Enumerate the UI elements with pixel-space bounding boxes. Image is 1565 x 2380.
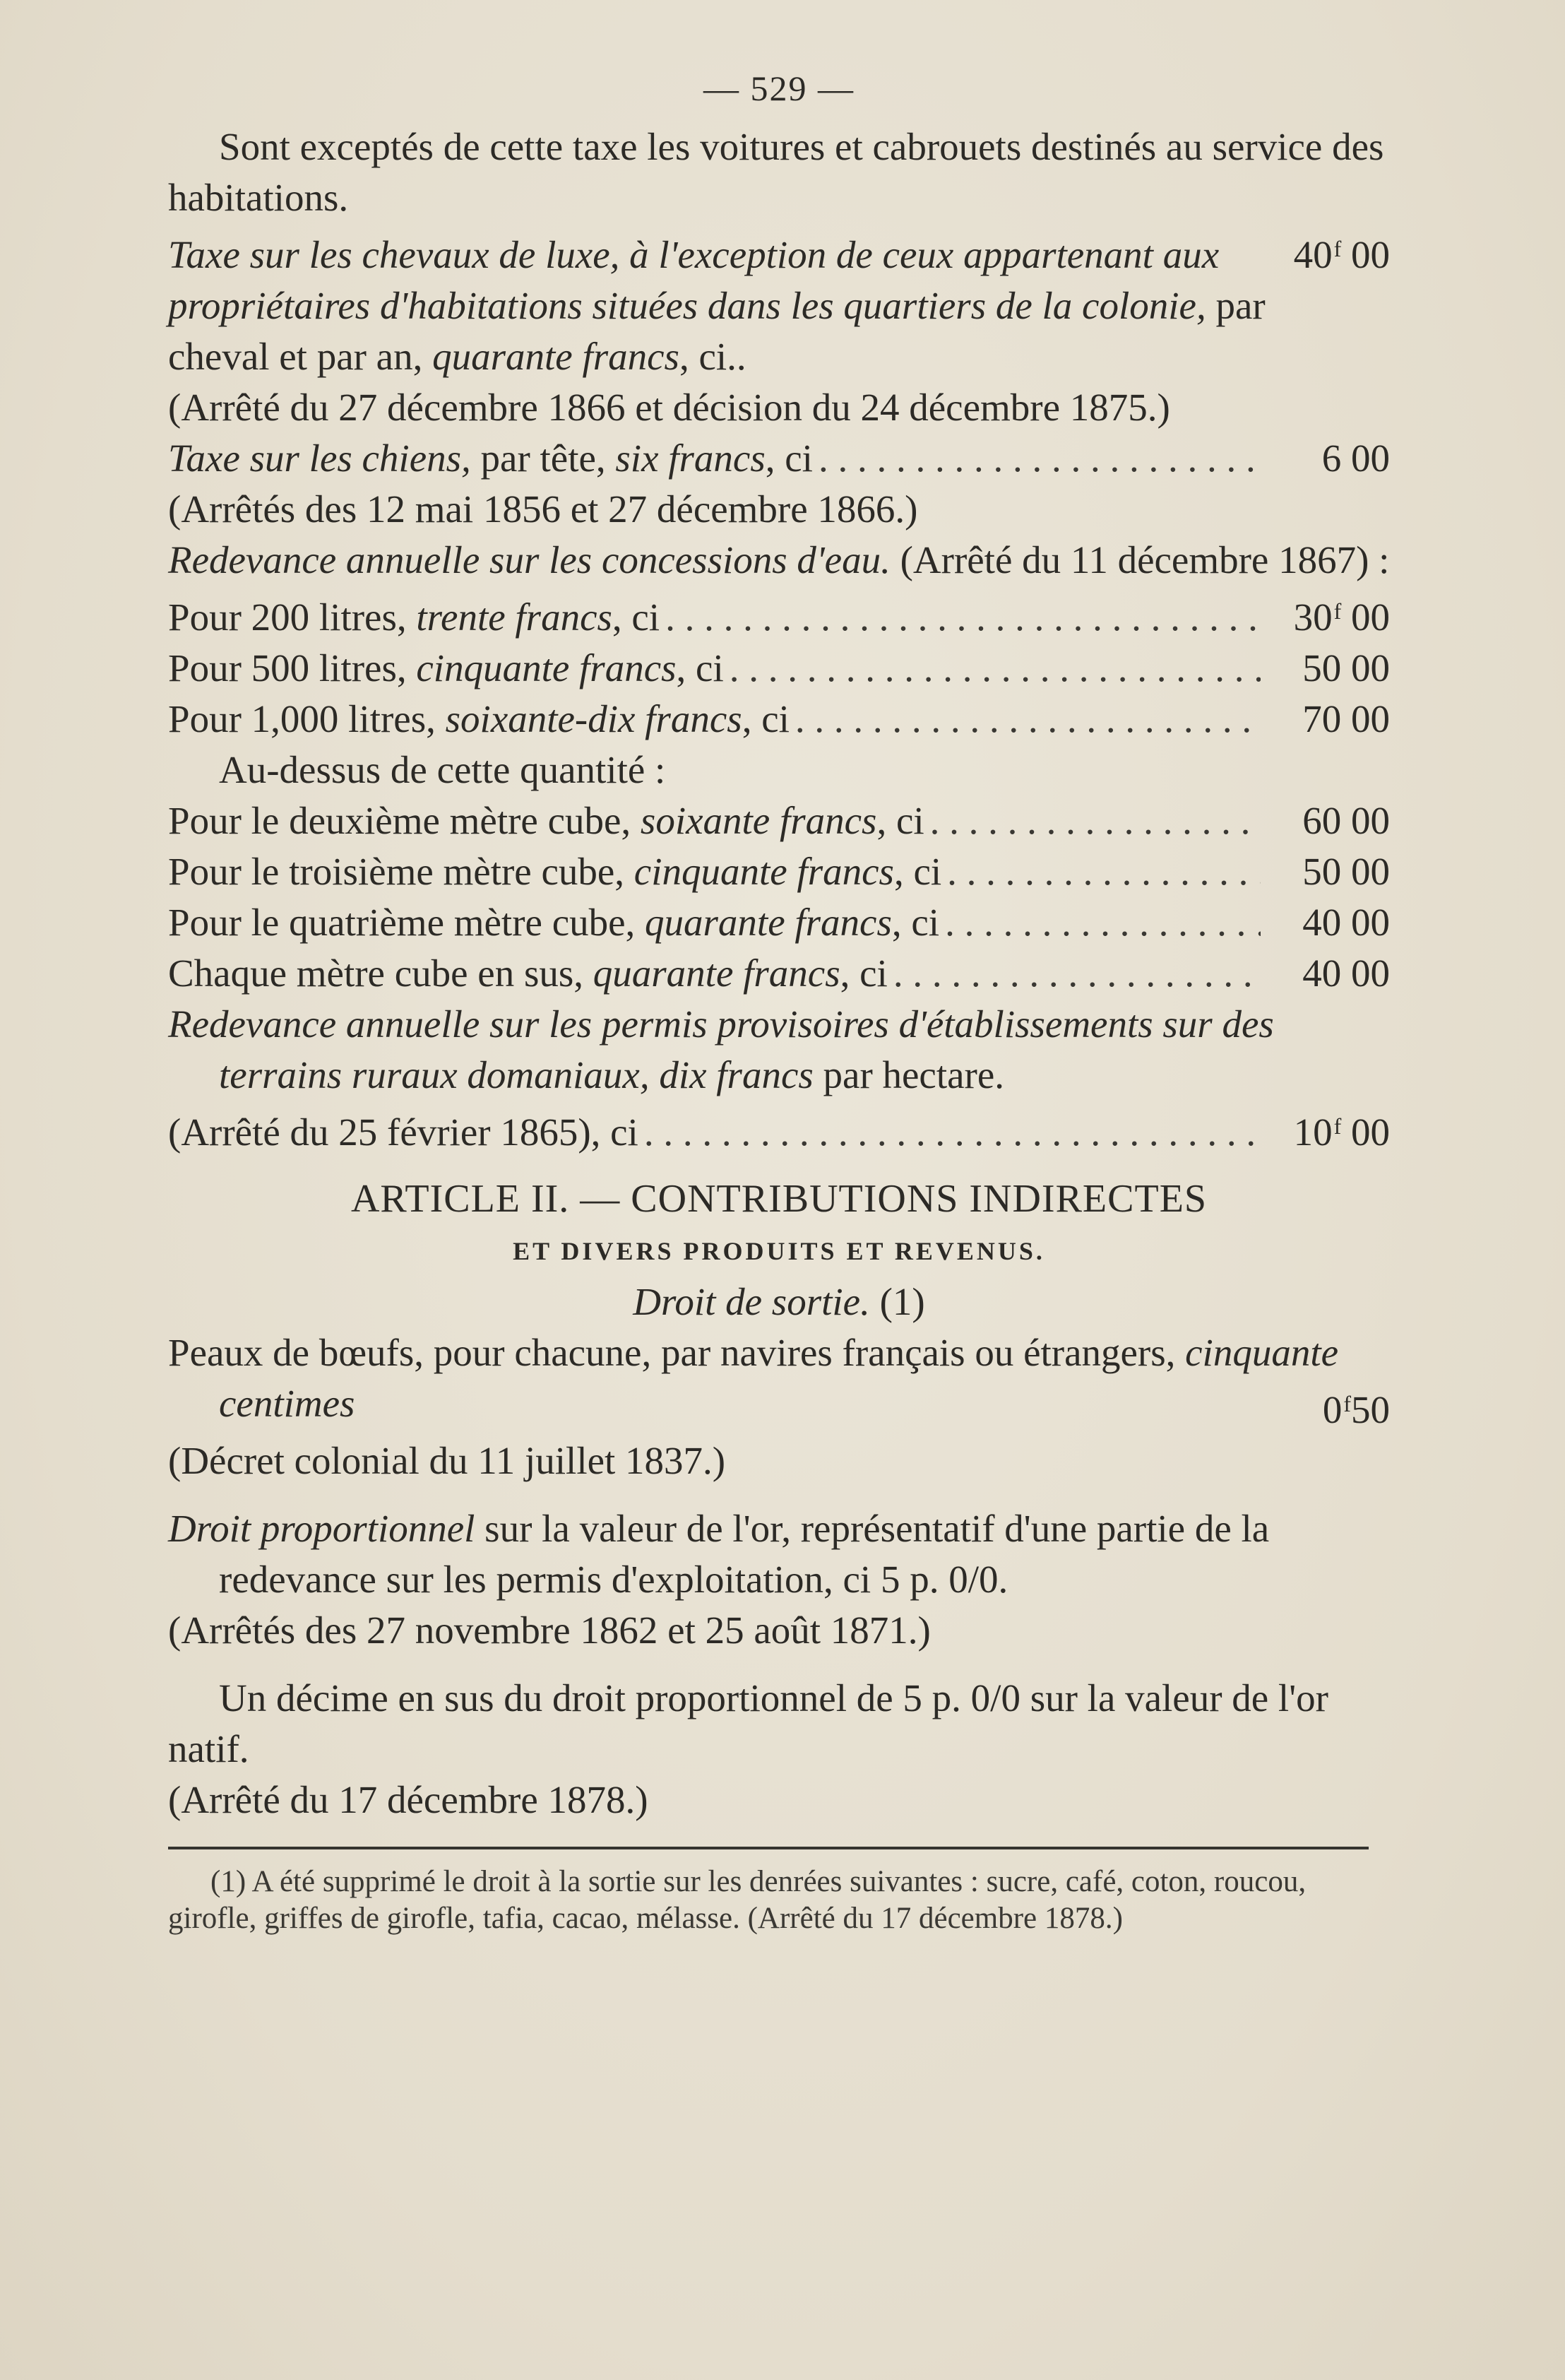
water-rate-row: [168, 643, 1390, 694]
water-rate-row-amount: 70 00: [1302, 697, 1390, 740]
dot-leader: [893, 948, 1261, 999]
horse-tax-amount: 40$^f$ 00: [1293, 233, 1390, 276]
horse-tax-ci: , ci..: [679, 335, 746, 378]
dot-leader: [644, 1107, 1261, 1158]
horse-tax-words: quarante francs: [432, 335, 679, 378]
cube-rate-row-label: Chaque mètre cube en sus, quarante francs, ci: [168, 952, 888, 995]
dot-leader: [730, 643, 1261, 694]
water-rate-row-amount: 30$^f$ 00: [1293, 596, 1390, 639]
decime-reference: (Arrêté du 17 décembre 1878.): [168, 1778, 648, 1821]
water-rate-row-label: Pour 500 litres, cinquante francs, ci: [168, 646, 724, 689]
dot-leader: [930, 795, 1261, 846]
water-rate-row-label: Pour 200 litres, trente francs, ci: [168, 596, 660, 639]
water-rate-list: [168, 586, 1390, 745]
above-quantity: Au-dessus de cette quantité :: [219, 748, 666, 791]
dot-leader: [819, 433, 1261, 484]
article-title: ARTICLE II. — CONTRIBUTIONS INDIRECTES: [350, 1177, 1208, 1221]
paragraph-ox-hides: Peaux de bœufs, pour chacune, par navires français ou étrangers, cinquante centimes: [168, 1331, 1339, 1425]
dot-leader: [947, 846, 1261, 897]
cube-rate-row: [168, 846, 1390, 897]
cube-rate-row-amount: 40 00: [1302, 952, 1390, 995]
water-rate-row: [168, 586, 1390, 643]
ox-hides-amount: 0$^f$50: [1322, 1388, 1390, 1431]
dot-leader: [665, 592, 1261, 643]
permit-label: (Arrêté du 25 février 1865), ci: [168, 1111, 638, 1154]
dog-tax-reference: (Arrêtés des 12 mai 1856 et 27 décembre 1866.): [168, 487, 918, 531]
cube-rate-row: [168, 948, 1390, 999]
cube-rate-row: [168, 795, 1390, 846]
permit-row: [168, 1101, 1390, 1158]
cube-rate-row-amount: 60 00: [1302, 799, 1390, 842]
section-title: Droit de sortie. (1): [633, 1280, 925, 1323]
paragraph-water-concessions: [168, 535, 1390, 586]
paragraph-proportional: Droit proportionnel sur la valeur de l'or, représentatif d'une partie de la redevance sur les permis d'exploitation, ci 5 p. 0/0.: [168, 1507, 1270, 1601]
dot-leader: [945, 897, 1261, 948]
horse-tax-reference: (Arrêté du 27 décembre 1866 et décision du 24 décembre 1875.): [168, 386, 1170, 429]
cube-rate-row-amount: 50 00: [1302, 850, 1390, 893]
dot-leader: [795, 694, 1261, 745]
cube-rate-row-label: Pour le troisième mètre cube, cinquante francs, ci: [168, 850, 942, 893]
footnote: (1) A été supprimé le droit à la sortie sur les denrées suivantes : sucre, café, coton, roucou, girofle, griffes de girofle, tafia, cacao, mélasse. (Arrêté du 17 décembre 1878.): [168, 1865, 1307, 1935]
horse-tax-title: Taxe sur les chevaux de luxe, à l'exception de ceux appartenant aux propriétaires d'habitations situées dans les quartiers de la colonie,: [168, 233, 1220, 327]
water-rate-row-amount: 50 00: [1302, 646, 1390, 689]
paragraph-permits: Redevance annuelle sur les permis provisoires d'établissements sur des terrains ruraux domaniaux, dix francs par hectare.: [168, 1002, 1274, 1096]
dog-tax-row: [168, 433, 1390, 484]
water-rate-row-label: Pour 1,000 litres, soixante-dix francs, ci: [168, 697, 790, 740]
cube-rate-list: [168, 795, 1390, 999]
footnote-divider: [168, 1847, 1369, 1849]
proportional-reference: (Arrêtés des 27 novembre 1862 et 25 août 1871.): [168, 1609, 931, 1652]
ox-hides-reference: (Décret colonial du 11 juillet 1837.): [168, 1439, 726, 1482]
page-number: — 529 —: [703, 69, 855, 108]
dog-tax-amount: 6 00: [1321, 437, 1390, 480]
water-text: (Arrêté du 11 décembre 1867) :: [890, 538, 1390, 581]
water-title: Redevance annuelle sur les concessions d'eau.: [168, 538, 891, 581]
cube-rate-row-amount: 40 00: [1302, 901, 1390, 944]
permit-amount: 10$^f$ 00: [1293, 1111, 1390, 1154]
water-rate-row: [168, 694, 1390, 745]
paragraph-horse-tax: [168, 223, 1390, 382]
cube-rate-row-label: Pour le quatrième mètre cube, quarante francs, ci: [168, 901, 940, 944]
cube-rate-row-label: Pour le deuxième mètre cube, soixante francs, ci: [168, 799, 924, 842]
paragraph-decime: Un décime en sus du droit proportionnel de 5 p. 0/0 sur la valeur de l'or natif.: [168, 1676, 1328, 1770]
paragraph-exceptions: Sont exceptés de cette taxe les voitures et cabrouets destinés au service des habitations.: [168, 125, 1384, 219]
article-subtitle: ET DIVERS PRODUITS ET REVENUS.: [513, 1237, 1045, 1265]
horse-tax-text: par cheval et par an,: [168, 284, 1266, 378]
page-content: [168, 57, 1390, 1937]
dog-tax-label: Taxe sur les chiens, par tête, six francs, ci: [168, 437, 813, 480]
cube-rate-row: [168, 897, 1390, 948]
